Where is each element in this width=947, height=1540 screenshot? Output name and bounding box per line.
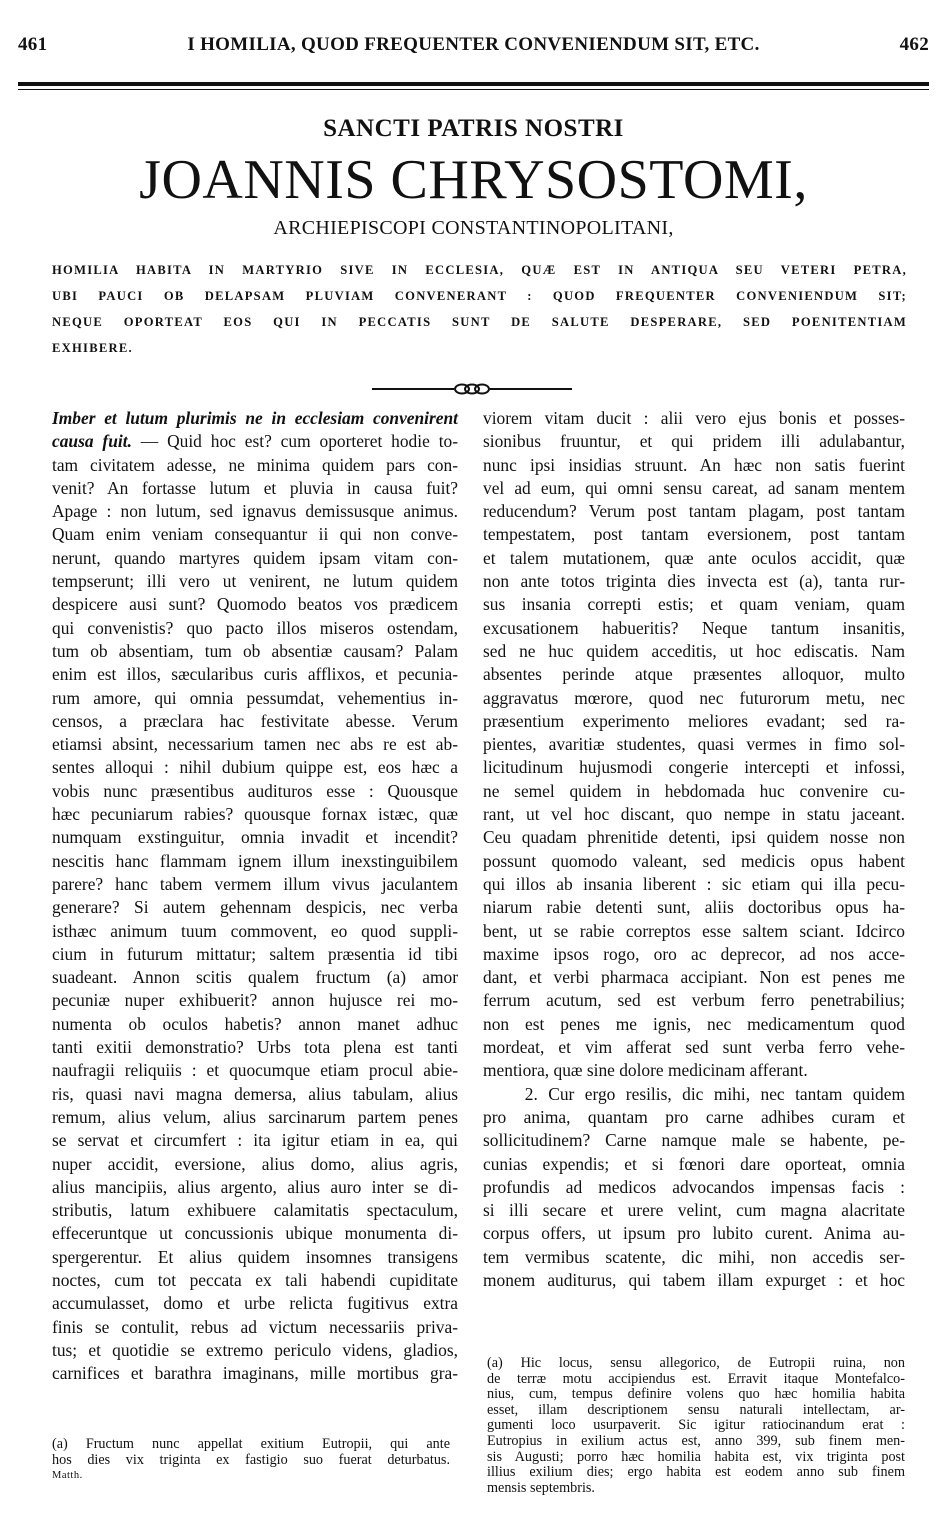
text-line: censos, a præclara hac festivitate abesse. Verum (52, 710, 458, 731)
text-line: stributis, latum exhibuere calamitatis spectaculum, (52, 1200, 458, 1221)
text-line: tus; et quotidie se extremo periculo videns, gladios, (52, 1339, 458, 1360)
text-line: mordeat, et vim afferat sed sunt verba ferro vehe- (483, 1037, 905, 1058)
text-line: nescitis hanc flammam ignem illum inexstinguibilem (52, 850, 458, 871)
text-line: accumulasset, domo et urbe relicta fugitivus extra (52, 1293, 458, 1314)
running-head (18, 34, 929, 60)
title-line-1: SANCTI PATRIS NOSTRI (323, 115, 624, 142)
text-line: Eutropius in exilium actus est, anno 399, sub finem men- (487, 1432, 905, 1449)
title-line-2: JOANNIS CHRYSOSTOMI, (139, 149, 808, 211)
homily-subtitle (52, 257, 907, 361)
text-line: tem vermibus scatente, dic mihi, non accedis ser- (483, 1246, 905, 1267)
text-line: excusationem habueritis? Neque tantum insanitis, (483, 617, 905, 638)
text-line: esset, illam descriptionem sensu naturali intellectam, ar- (487, 1401, 905, 1418)
intro-italic: Imber et lutum plurimis ne in ecclesiam convenirent (52, 408, 458, 428)
text-line: finis se contulit, rebus ad victum necessariis priva- (52, 1316, 458, 1337)
right-column (483, 407, 905, 1292)
text-line: alius mancipiis, alius argento, alius auro inter se di- (52, 1176, 458, 1197)
text-line: 2. Cur ergo resilis, dic mihi, nec tantam quidem (483, 1083, 905, 1104)
text-line: Ceu quadam phrenitide detenti, ipsi quidem nosse non (483, 827, 905, 848)
text-line: qui illos ab insania liberent : sic etiam qui illa pecu- (483, 873, 905, 894)
header-rule-thin (18, 89, 929, 90)
text-line (52, 407, 458, 430)
text-line: rum amore, qui omnia pessumdat, vehementius in- (52, 687, 458, 708)
text-line: absentes perinde atque præsentes alloquor, multo (483, 664, 905, 685)
footnote-left (52, 1437, 450, 1484)
text-line: Apage : non lutum, sed ignavus demissusque animus. (52, 501, 458, 522)
text-line: mensis septembris. (487, 1479, 595, 1496)
text-line: sionibus fruuntur, et qui pridem illi adulabantur, (483, 431, 905, 452)
text-line: hos dies vix triginta ex fastigio suo fuerat deturbatus. (52, 1451, 450, 1468)
text-line: sentes alloqui : nihil dubium quippe est, eos hæc a (52, 757, 458, 778)
page-number-right: 462 (899, 34, 929, 55)
text-line: illius exilium dies; ergo habita est eodem anno sub finem (487, 1464, 905, 1481)
running-title: I HOMILIA, QUOD FREQUENTER CONVENIENDUM SIT, ETC. (187, 34, 760, 55)
text-line: niarum rabie detenti sunt, aliis doctoribus opus ha- (483, 897, 905, 918)
text-line: sollicitudinem? Carne namque male se habente, pe- (483, 1130, 905, 1151)
text-line: tanti exitii demonstratio? Urbs tota plena est tanti (52, 1037, 458, 1058)
text-line: de terræ motu accipiendus est. Erravit itaque Montefalco- (487, 1370, 905, 1387)
text-line: rant, ut vel hoc discant, quo nempe in statu jaceant. (483, 804, 905, 825)
text-line: sed ne huc quidem acceditis, ut hoc ediscatis. Nam (483, 640, 905, 661)
text-line: maxime ipsos rogo, oro ac deprecor, ad nos acce- (483, 943, 905, 964)
text-line: profundis ad medicos advocandos impensas facis : (483, 1176, 905, 1197)
text-line: se servat et circumfert : ita igitur etiam in ea, qui (52, 1130, 458, 1151)
text-line: præsentium experimento meliores evadant; sed ra- (483, 710, 905, 731)
text-line: gumenti loco usurpaverit. Sic igitur ratiocinandum erat : (487, 1417, 905, 1434)
text-line: vobis nunc præsentibus audituros esse : Quousque (52, 780, 458, 801)
text-line: noctes, cum tot peccata ex tali habendi cupiditate (52, 1269, 458, 1290)
text-line: pro anima, quantam pro carne adhibes curam et (483, 1106, 905, 1127)
text-line: cunias expendis; et si fœnori dare oporteat, omnia (483, 1153, 905, 1174)
text-line: spergerentur. Et alius quidem insomnes transigens (52, 1246, 458, 1267)
text-line: tum ob absentiam, tum ob absentiæ causam? Palam (52, 640, 458, 661)
text-line: reducendum? Verum post tantam plagam, post tantam (483, 501, 905, 522)
text-line: ne semel quidem in hebdomada huc convenire cu- (483, 780, 905, 801)
title-line-3: ARCHIEPISCOPI CONSTANTINOPOLITANI, (273, 217, 674, 239)
text-line: ris, quasi navi magna demersa, alius tabulam, alius (52, 1083, 458, 1104)
subtitle-line: UBI PAUCI OB DELAPSAM PLUVIAM CONVENERANT : QUOD FREQUENTER CONVENIENDUM SIT; (52, 289, 907, 303)
text-line: etiamsi absint, necessarium tamen nec abs re est ab- (52, 734, 458, 755)
text-line: monem auditurus, qui tabem illam expurget : et hoc (483, 1269, 905, 1290)
text-line: corpus offers, ut ipsum pro lubito curent. Anima au- (483, 1223, 905, 1244)
text-line: bent, ut se rabie correptos esse saltem sciant. Idcirco (483, 920, 905, 941)
text-line: tempestatem, post tantam eversionem, post tantam (483, 524, 905, 545)
intro-italic: causa fuit. (52, 431, 132, 452)
text-line: carnifices et barathra imaginans, mille mortibus gra- (52, 1363, 458, 1384)
header-rule-thick (18, 82, 929, 86)
text-line: (a) Fructum nunc appellat exitium Eutropii, qui ante (52, 1436, 450, 1452)
text-line (52, 430, 458, 453)
text-line: aggravatus mœrore, quod nec futurorum metu, nec (483, 687, 905, 708)
text-line: non est penes me ignis, nec medicamentum quod (483, 1013, 905, 1034)
text-line: non ante totos triginta dies invecta est (a), tanta rur- (483, 571, 905, 592)
text-line: numenta ob oculos habetis? annon manet adhuc (52, 1013, 458, 1034)
intro-rest: — Quid hoc est? cum oporteret hodie to- (131, 431, 459, 452)
text-line: vel ad eum, qui omni sensu careat, ad sanam mentem (483, 477, 905, 498)
text-line: generare? Si autem gehennam despicis, nec verba (52, 897, 458, 918)
text-line: cium in futurum mittatur; saltem præsentia id tibi (52, 943, 458, 964)
left-column (52, 407, 458, 1385)
text-line: dant, et verbi pharmaca accipiant. Non est penes me (483, 967, 905, 988)
subtitle-line: NEQUE OPORTEAT EOS QUI IN PECCATIS SUNT DE SALUTE DESPERARE, SED POENITENTIAM (52, 315, 907, 329)
text-line: effeceruntque ut concussionis ubique monumenta di- (52, 1223, 458, 1244)
text-line: isthæc animum tuum commovent, eo quod suppli- (52, 920, 458, 941)
text-line: sis Augusti; porro hæc homilia habita est, vix triginta post (487, 1448, 905, 1465)
text-line: enim est illos, sæcularibus curis afflixos, et pecunia- (52, 664, 458, 685)
text-line: et talem mutationem, quæ ante oculos accidit, quæ (483, 547, 905, 568)
subtitle-line: HOMILIA HABITA IN MARTYRIO SIVE IN ECCLESIA, QUÆ EST IN ANTIQUA SEU VETERI PETRA, (52, 263, 907, 277)
text-line: possunt quomodo valeant, sed medicis opus habent (483, 850, 905, 871)
text-line: parere? hanc tabem vermem illum vivus jaculantem (52, 873, 458, 894)
text-line: qui convenistis? quo pacto illos miseros ostendam, (52, 617, 458, 638)
text-line: tam civitatem adesse, ne minima quidem pars con- (52, 454, 458, 475)
text-line: ferrum acutum, sed est verbum ferro penetrabilius; (483, 990, 905, 1011)
page-number-left: 461 (18, 34, 48, 55)
text-line: naufragii reliquiis : et quocumque etiam procul abie- (52, 1060, 458, 1081)
text-line: tempserunt; illi vero ut venirent, ne lutum quidem (52, 571, 458, 592)
footnote-signature: Matth. (52, 1470, 83, 1482)
text-line: pientes, avaritiæ studentes, quasi vermes in fimo sol- (483, 734, 905, 755)
text-line: remum, alius velum, alius sarcinarum partem penes (52, 1106, 458, 1127)
text-line: viorem vitam ducit : alii vero ejus bonis et posses- (483, 408, 905, 428)
subtitle-line: EXHIBERE. (52, 341, 133, 355)
text-line: suadeant. Annon scitis qualem fructum (a) amor (52, 967, 458, 988)
text-line: (a) Hic locus, sensu allegorico, de Eutropii ruina, non (487, 1355, 905, 1371)
text-line: nunc ipsi insidias struunt. An hæc non satis fuerint (483, 454, 905, 475)
text-line: hæc pecuniarum rabies? quousque fornax istæc, quæ (52, 804, 458, 825)
footnote-right (487, 1356, 905, 1496)
text-line: pecuniæ nuper exhibuerit? annon hujusce rei mo- (52, 990, 458, 1011)
text-line: venit? An fortasse lutum et pluvia in causa fuit? (52, 477, 458, 498)
text-line: si illi secare et urere velint, cum magna alacritate (483, 1200, 905, 1221)
text-line: nius, cum, tempus definire volens quo hæc homilia habita (487, 1386, 905, 1403)
text-line: nuper accidit, eversione, alius domo, alius agris, (52, 1153, 458, 1174)
text-line: licitudinum hujusmodi congerie intercepti et infossi, (483, 757, 905, 778)
text-line: mentiora, quæ sine dolore medicinam afferant. (483, 1060, 808, 1081)
text-line: Quam enim veniam consequantur ii qui non conve- (52, 524, 458, 545)
ornament-divider (372, 382, 572, 396)
text-line: nerunt, quando martyres quidem ipsam vitam con- (52, 547, 458, 568)
text-line: sus insania correpti estis; et quam veniam, quam (483, 594, 905, 615)
text-line: numquam exstinguitur, omnia invadit et incendit? (52, 827, 458, 848)
text-line: despicere ausi sunt? Quomodo beatos vos prædicem (52, 594, 458, 615)
